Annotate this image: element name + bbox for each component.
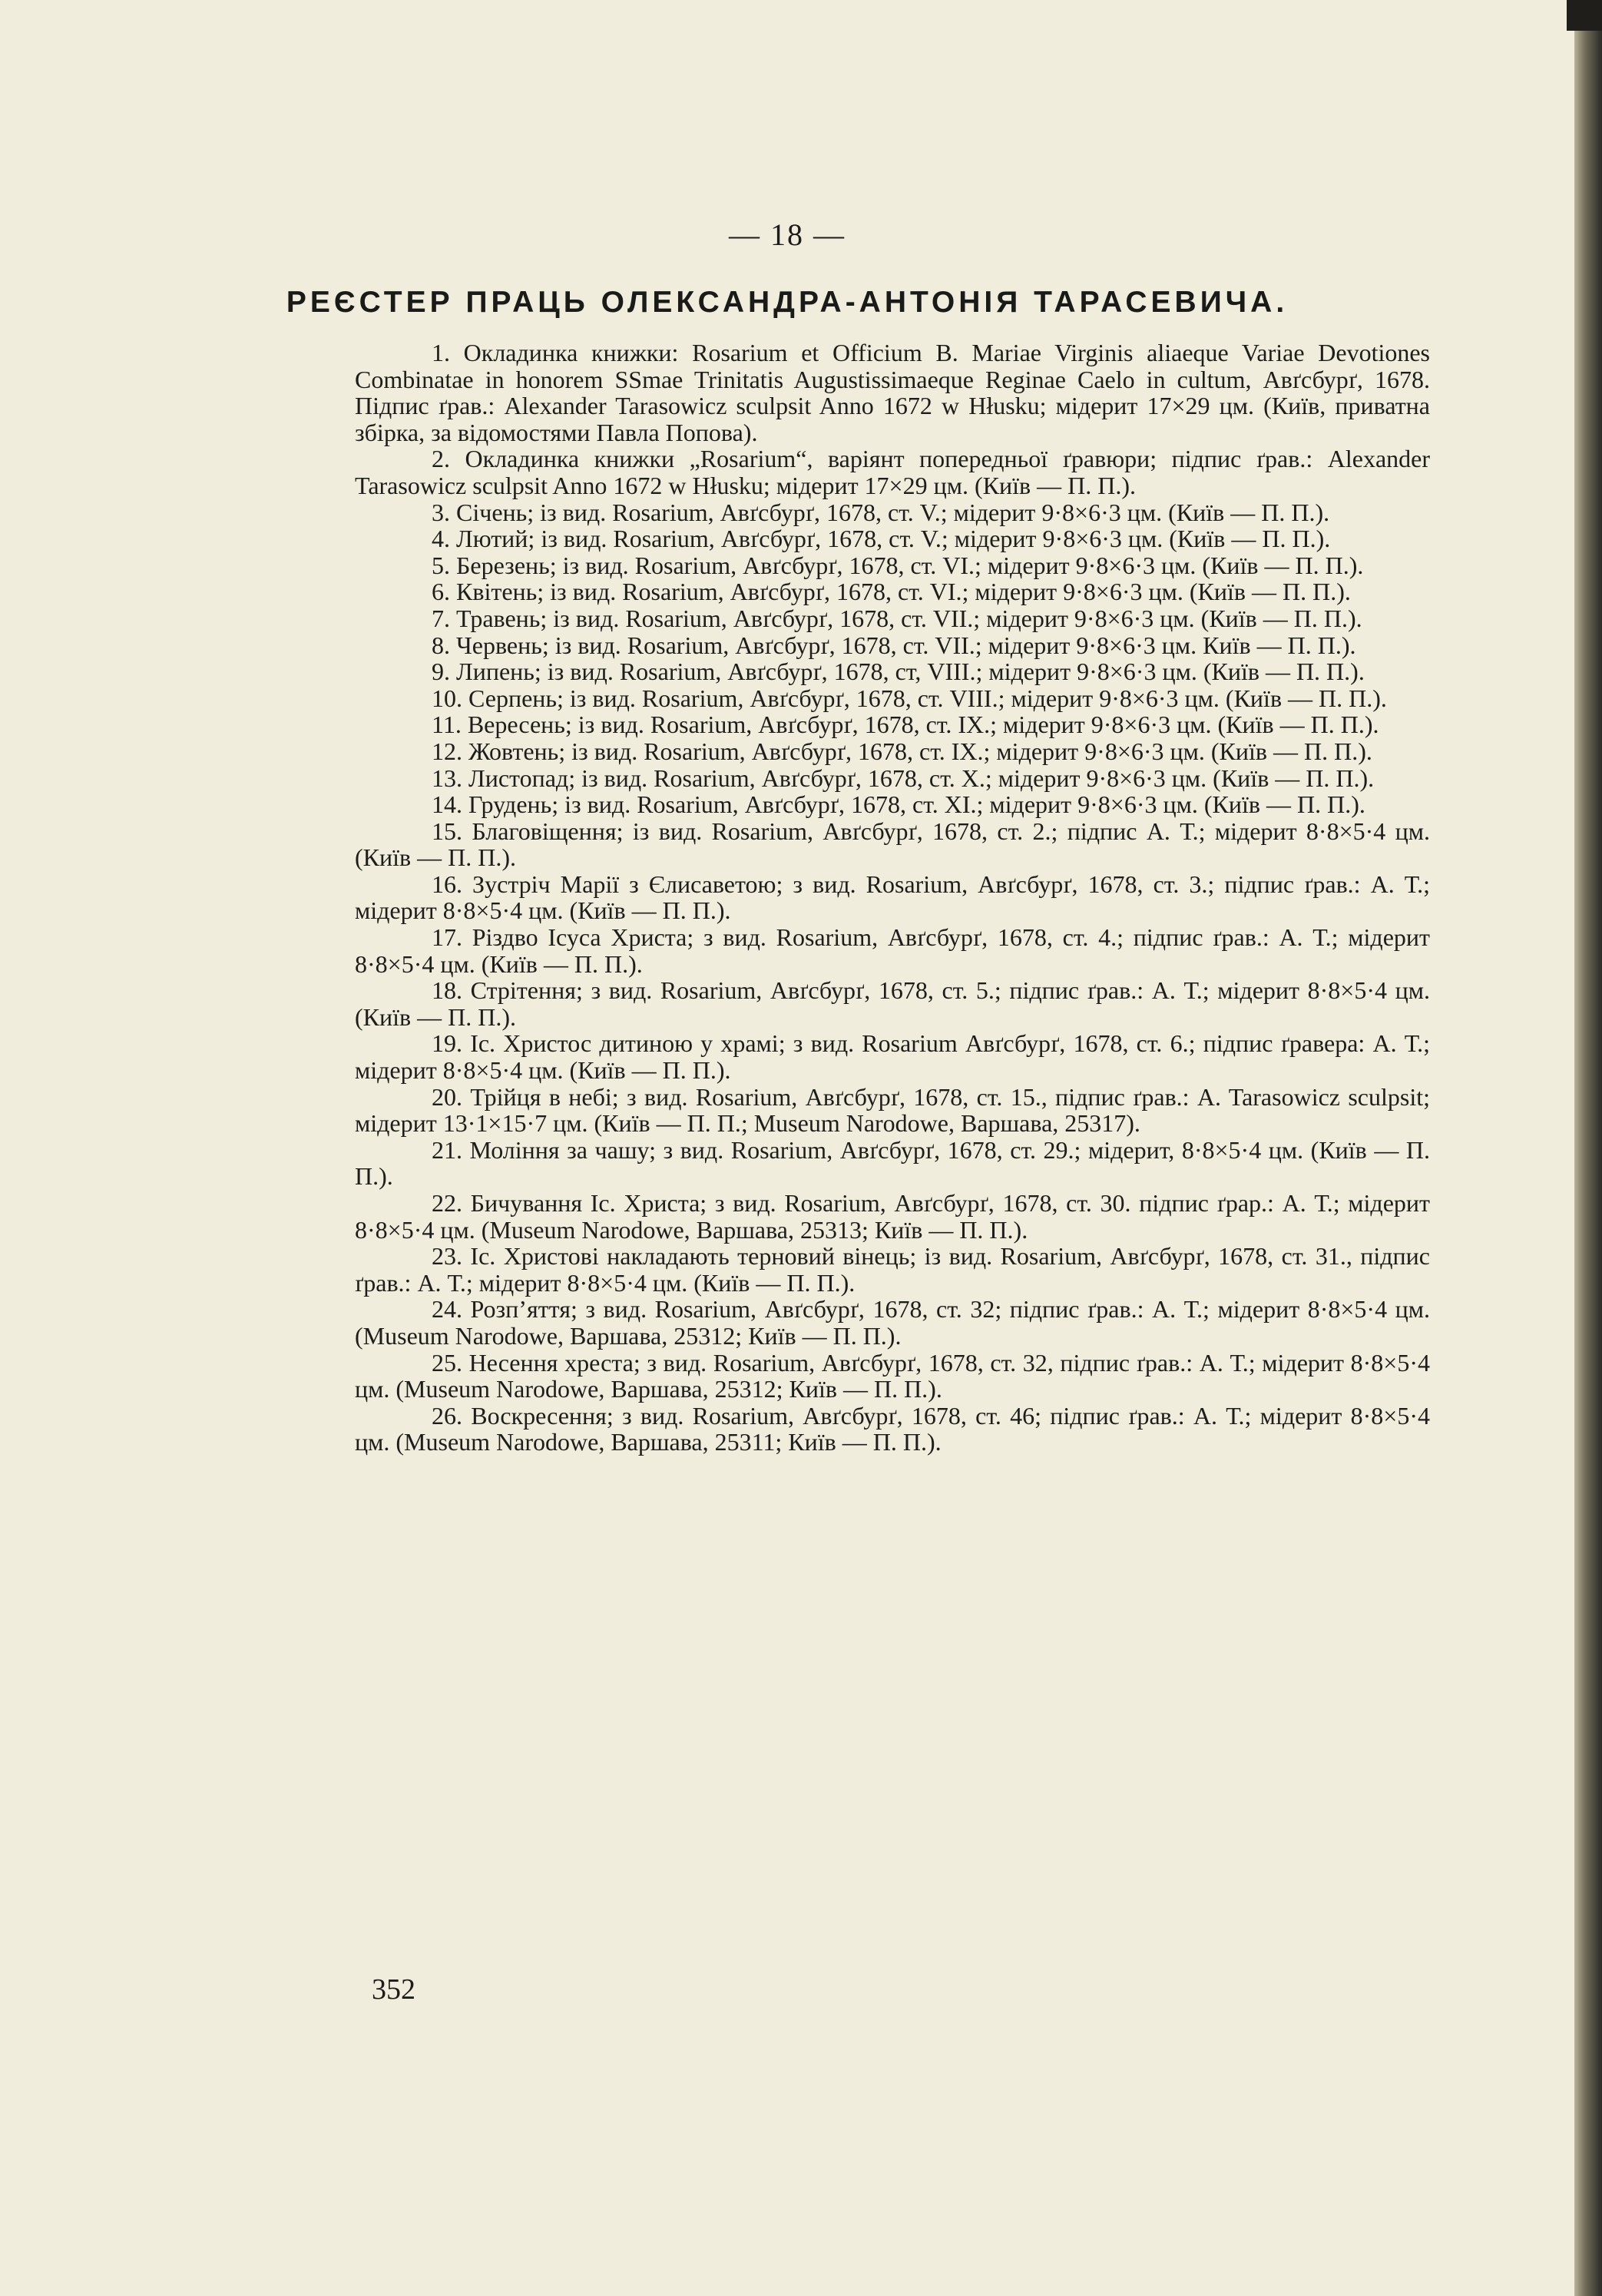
register-entry: 20. Трійця в небі; з вид. Rosarium, Авґсбурґ, 1678, ст. 15., підпис ґрав.: A. Tarasowicz sculpsit; мідерит 13·1×15·7 цм. (Київ — П. П.; Museum Narodowe, Варшава, 25317). (355, 1082, 1430, 1138)
register-entry: 6. Квітень; із вид. Rosarium, Авґсбурґ, 1678, ст. VI.; мідерит 9·8×6·3 цм. (Київ — П. П.). (432, 578, 1351, 606)
register-entry: 3. Січень; із вид. Rosarium, Авґсбурґ, 1678, ст. V.; мідерит 9·8×6·3 цм. (Київ — П. П.). (432, 498, 1330, 526)
register-list (355, 340, 1430, 1456)
register-entry: 11. Вересень; із вид. Rosarium, Авґсбурґ, 1678, ст. IX.; мідерит 9·8×6·3 цм. (Київ — П. П.). (432, 711, 1379, 739)
register-entry: 5. Березень; із вид. Rosarium, Авґсбурґ, 1678, ст. VI.; мідерит 9·8×6·3 цм. (Київ — П. П.). (432, 551, 1364, 579)
register-entry: 1. Окладинка книжки: Rosarium et Officium B. Mariae Virginis aliaeque Variae Devotiones Combinatae in honorem SSmae Trinitatis Augustissimaeque Reginae Caelo in cultum, Авґсбурґ, 1678. Підпис ґрав.: Alexander Tarasowicz sculpsit Anno 1672 w Hłusku; мідерит 17×29 цм. (Київ, приватна збірка, за відомостями Павла Попова). (355, 339, 1430, 446)
register-entry: 26. Воскресення; з вид. Rosarium, Авґсбурґ, 1678, ст. 46; підпис ґрав.: А. Т.; мідерит 8·8×5·4 цм. (Museum Narodowe, Варшава, 25311; Київ — П. П.). (355, 1401, 1430, 1456)
scan-corner (1567, 0, 1602, 31)
register-entry: 13. Листопад; із вид. Rosarium, Авґсбурґ, 1678, ст. X.; мідерит 9·8×6·3 цм. (Київ — П. П.). (432, 764, 1375, 792)
register-entry: 24. Розп’яття; з вид. Rosarium, Авґсбурґ, 1678, ст. 32; підпис ґрав.: А. Т.; мідерит 8·8×5·4 цм. (Museum Narodowe, Варшава, 25312; Київ — П. П.). (355, 1295, 1430, 1350)
register-entry: 22. Бичування Іс. Христа; з вид. Rosarium, Авґсбурґ, 1678, ст. 30. підпис ґрар.: А. Т.; мідерит 8·8×5·4 цм. (Museum Narodowe, Варшава, 25313; Київ — П. П.). (355, 1189, 1430, 1244)
page-number: 352 (372, 1973, 415, 2006)
scan-edge (1574, 0, 1602, 2296)
register-entry: 8. Червень; із вид. Rosarium, Авґсбурґ, 1678, ст. VII.; мідерит 9·8×6·3 цм. Київ — П. П.). (432, 631, 1356, 659)
register-entry: 4. Лютий; із вид. Rosarium, Авґсбурґ, 1678, ст. V.; мідерит 9·8×6·3 цм. (Київ — П. П.). (432, 525, 1331, 553)
register-entry: 10. Серпень; із вид. Rosarium, Авґсбурґ, 1678, ст. VIII.; мідерит 9·8×6·3 цм. (Київ — П. П.). (432, 684, 1387, 712)
register-entry: 19. Іс. Христос дитиною у храмі; з вид. Rosarium Авґсбурґ, 1678, ст. 6.; підпис ґравера: А. Т.; мідерит 8·8×5·4 цм. (Київ — П. П.). (355, 1029, 1430, 1085)
register-entry: 18. Стрітення; з вид. Rosarium, Авґсбурґ, 1678, ст. 5.; підпис ґрав.: А. Т.; мідерит 8·8×5·4 цм. (Київ — П. П.). (355, 976, 1430, 1031)
register-entry: 7. Травень; із вид. Rosarium, Авґсбурґ, 1678, ст. VII.; мідерит 9·8×6·3 цм. (Київ — П. П.). (432, 604, 1362, 632)
register-entry: 16. Зустріч Марії з Єлисаветою; з вид. Rosarium, Авґсбурґ, 1678, ст. 3.; підпис ґрав.: А. Т.; мідерит 8·8×5·4 цм. (Київ — П. П.). (355, 870, 1430, 925)
register-entry: 15. Благовіщення; із вид. Rosarium, Авґсбурґ, 1678, ст. 2.; підпис А. Т.; мідерит 8·8×5·4 цм. (Київ — П. П.). (355, 817, 1430, 872)
register-entry: 2. Окладинка книжки „Rosarium“, варіянт попередньої ґравюри; підпис ґрав.: Alexander Tarasowicz sculpsit Anno 1672 w Hłusku; мідерит 17×29 цм. (Київ — П. П.). (355, 445, 1430, 499)
register-entry: 9. Липень; із вид. Rosarium, Авґсбурґ, 1678, ст, VIII.; мідерит 9·8×6·3 цм. (Київ — П. П.). (432, 658, 1365, 686)
running-page-number: — 18 — (729, 217, 846, 252)
register-entry: 14. Грудень; із вид. Rosarium, Авґсбурґ, 1678, ст. XI.; мідерит 9·8×6·3 цм. (Київ — П. П.). (432, 790, 1365, 819)
register-entry: 23. Іс. Христові накладають терновий вінець; із вид. Rosarium, Авґсбурґ, 1678, ст. 31., підпис ґрав.: А. Т.; мідерит 8·8×5·4 цм. (Київ — П. П.). (355, 1242, 1430, 1297)
register-entry: 12. Жовтень; із вид. Rosarium, Авґсбурґ, 1678, ст. IX.; мідерит 9·8×6·3 цм. (Київ — П. П.). (432, 737, 1372, 765)
register-entry: 21. Моління за чашу; з вид. Rosarium, Авґсбурґ, 1678, ст. 29.; мідерит, 8·8×5·4 цм. (Київ — П. П.). (355, 1135, 1430, 1191)
register-entry: 17. Різдво Ісуса Христа; з вид. Rosarium, Авґсбурґ, 1678, ст. 4.; підпис ґрав.: А. Т.; мідерит 8·8×5·4 цм. (Київ — П. П.). (355, 923, 1430, 978)
page-title: РЕЄСТЕР ПРАЦЬ ОЛЕКСАНДРА-АНТОНІЯ ТАРАСЕВИЧА. (286, 286, 1289, 319)
register-entry: 25. Несення хреста; з вид. Rosarium, Авґсбурґ, 1678, ст. 32, підпис ґрав.: А. Т.; мідерит 8·8×5·4 цм. (Museum Narodowe, Варшава, 25312; Київ — П. П.). (355, 1348, 1430, 1403)
